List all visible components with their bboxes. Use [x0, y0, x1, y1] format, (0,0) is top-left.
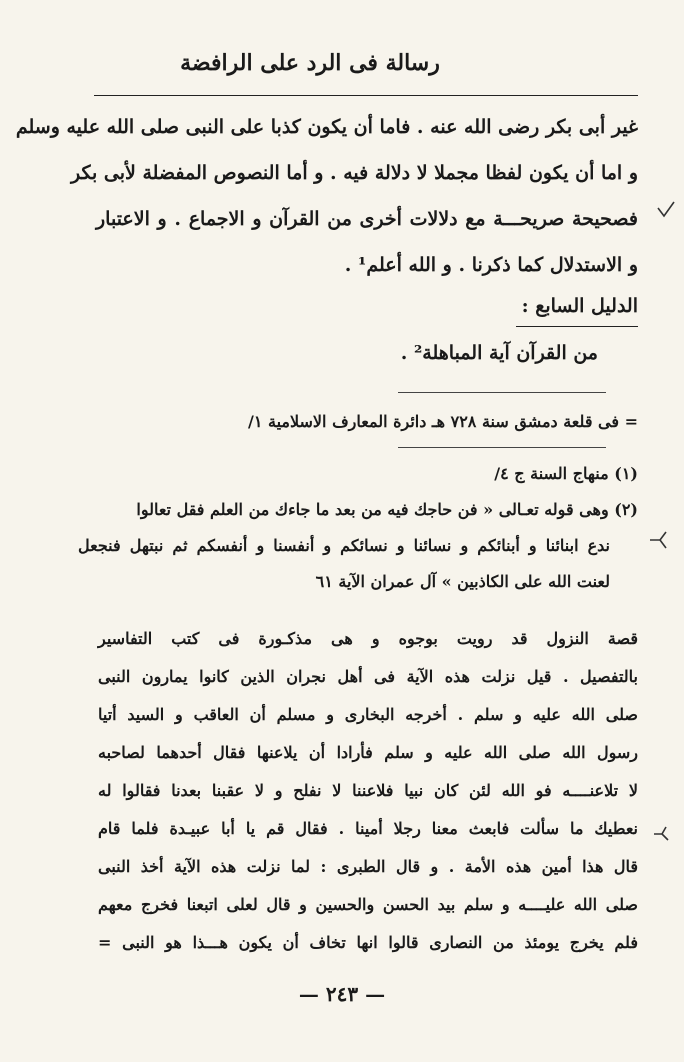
story-line: فلم يخرج يومئذ من النصارى قالوا انها تخاف أن يكون هـــذا هو النبى = — [98, 933, 638, 952]
footnote-1 — [78, 456, 638, 492]
footnotes — [78, 456, 638, 600]
section-text: من القرآن آية المباهلة² . — [400, 342, 598, 364]
main-text-line: و اما أن يكون لفظا مجملا لا دلالة فيه . و أما النصوص المفضلة لأبى بكر — [70, 162, 638, 184]
story-line: قصة النزول قد رويت بوجوه و هى مذكـورة فى كتب التفاسير — [98, 629, 638, 648]
footnote-marker: (١) — [614, 464, 638, 483]
section-heading: الدليل السابع : — [521, 295, 638, 317]
story-line: لا تلاعنــــه فو الله لئن كان نبيا فلاعننا لا نفلح و لا عقبنا بعدنا فقالوا له — [98, 781, 639, 800]
section-heading-block — [120, 286, 638, 326]
footnote-2 — [78, 492, 638, 528]
margin-tick-mark-icon — [648, 526, 672, 550]
continued-footnote: = فى قلعة دمشق سنة ٧٢٨ هـ دائرة المعارف الاسلامية ١/ — [247, 412, 638, 431]
footnote-story — [98, 620, 638, 962]
margin-check-mark-icon — [654, 198, 678, 222]
story-line: رسول الله صلى الله عليه و سلم فأرادا أن يلاعنها فقال أحدهما لصاحبه — [98, 743, 638, 762]
page-number: — ٢٤٣ — — [298, 982, 386, 1006]
main-text-line: فصحيحة صريحـــة مع دلالات أخرى من القرآن و الاجماع . و الاعتبار — [96, 208, 638, 230]
margin-tick-mark-icon — [650, 820, 674, 844]
story-line: بالتفصيل . قيل نزلت هذه الآية فى أهل نجران الذين كانوا يمارون النبى — [98, 667, 638, 686]
header-rule — [94, 95, 638, 96]
footnote-marker: (٢) — [614, 500, 638, 519]
main-text-line: و الاستدلال كما ذكرنا . و الله أعلم¹ . — [344, 254, 638, 276]
footnote-text: منهاج السنة ج ٤/ — [494, 464, 609, 483]
story-line: صلى الله عليــــه و سلم بيد الحسن والحسين و قال لعلى اتبعنا فخرج معهم — [98, 895, 638, 914]
footnote-text: وهى قوله تعـالى « فن حاجك فيه من بعد ما جاءك من العلم فقل تعالوا — [136, 500, 609, 519]
footnote-text-line: لعنت الله على الكاذبين » آل عمران الآية ٦١ — [315, 572, 610, 591]
story-line: نعطيك ما سألت فابعث معنا رجلا أمينا . فقال قم يا أبا عبيـدة فلما قام — [98, 819, 638, 838]
story-line: قال هذا أمين هذه الأمة . و قال الطبرى : لما نزلت هذه الآية أخذ النبى — [98, 857, 638, 876]
main-text — [15, 104, 638, 288]
footnote-text-line: ندع ابنائنا و أبنائكم و نسائنا و نسائكم و أنفسنا و أنفسكم ثم نبتهل فنجعل — [78, 536, 610, 555]
footnote-separator — [398, 447, 606, 448]
story-line: صلى الله عليه و سلم . أخرجه البخارى و مسلم أن العاقب و السيد أتيا — [98, 705, 638, 724]
running-title: رسالة فى الرد على الرافضة — [180, 50, 440, 76]
footnote-separator — [398, 392, 606, 393]
main-text-line: غير أبى بكر رضى الله عنه . فاما أن يكون كذبا على النبى صلى الله عليه وسلم — [15, 116, 638, 138]
heading-underline — [516, 326, 638, 327]
